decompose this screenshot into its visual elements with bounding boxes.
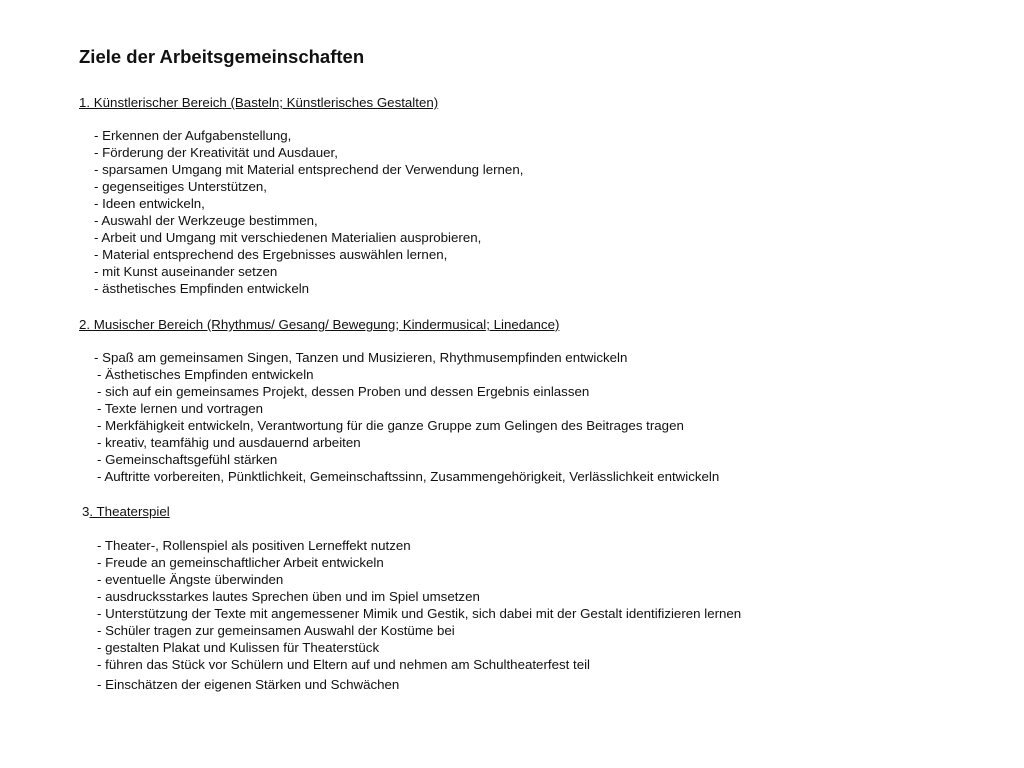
list-item: - eventuelle Ängste überwinden — [97, 572, 284, 587]
list-item: - gegenseitiges Unterstützen, — [94, 179, 267, 194]
list-item: - Spaß am gemeinsamen Singen, Tanzen und Musizieren, Rhythmusempfinden entwickeln — [94, 350, 628, 365]
list-item: - Einschätzen der eigenen Stärken und Schwächen — [97, 677, 400, 692]
list-item: - Freude an gemeinschaftlicher Arbeit entwickeln — [97, 555, 384, 570]
list-item: - Theater-, Rollenspiel als positiven Lerneffekt nutzen — [97, 538, 411, 553]
section-heading-kuenstlerisch — [79, 95, 438, 110]
page-title: Ziele der Arbeitsgemeinschaften — [79, 46, 365, 67]
list-item: - kreativ, teamfähig und ausdauernd arbeiten — [97, 435, 361, 450]
list-item: - Auswahl der Werkzeuge bestimmen, — [94, 213, 318, 228]
list-item: - Ideen entwickeln, — [94, 196, 205, 211]
list-item: - Gemeinschaftsgefühl stärken — [97, 452, 278, 467]
list-item: - Arbeit und Umgang mit verschiedenen Materialien ausprobieren, — [94, 230, 482, 245]
list-item: - führen das Stück vor Schülern und Eltern auf und nehmen am Schultheaterfest teil — [97, 657, 591, 672]
list-item: - mit Kunst auseinander setzen — [94, 264, 278, 279]
list-item: - ästhetisches Empfinden entwickeln — [94, 281, 310, 296]
list-item: - Ästhetisches Empfinden entwickeln — [97, 367, 314, 382]
list-item: - Erkennen der Aufgabenstellung, — [94, 128, 292, 143]
list-item: - Material entsprechend des Ergebnisses auswählen lernen, — [94, 247, 448, 262]
list-item: - Texte lernen und vortragen — [97, 401, 264, 416]
section-heading-text: 1. Künstlerischer Bereich (Basteln; Künstlerisches Gestalten) — [79, 95, 439, 110]
list-item: - gestalten Plakat und Kulissen für Theaterstück — [97, 640, 380, 655]
list-item: - Unterstützung der Texte mit angemessener Mimik und Gestik, sich dabei mit der Gestalt identifizieren lernen — [97, 606, 742, 621]
list-item: - sparsamen Umgang mit Material entsprechend der Verwendung lernen, — [94, 162, 524, 177]
list-item: - Auftritte vorbereiten, Pünktlichkeit, Gemeinschaftssinn, Zusammengehörigkeit, Verlässlichkeit entwickeln — [97, 469, 720, 484]
list-item: - Merkfähigkeit entwickeln, Verantwortung für die ganze Gruppe zum Gelingen des Beitrages tragen — [97, 418, 684, 433]
section-heading-number: 3 — [82, 504, 90, 519]
section-heading-theater — [82, 504, 170, 519]
list-item: - ausdrucksstarkes lautes Sprechen üben und im Spiel umsetzen — [97, 589, 480, 604]
list-item: - sich auf ein gemeinsames Projekt, dessen Proben und dessen Ergebnis einlassen — [97, 384, 590, 399]
list-item: - Schüler tragen zur gemeinsamen Auswahl der Kostüme bei — [97, 623, 455, 638]
section-heading-musisch — [79, 317, 559, 332]
section-heading-text: 2. Musischer Bereich (Rhythmus/ Gesang/ Bewegung; Kindermusical; Linedance) — [79, 317, 560, 332]
section-heading-text: . Theaterspiel — [89, 504, 170, 519]
list-item: - Förderung der Kreativität und Ausdauer, — [94, 145, 338, 160]
